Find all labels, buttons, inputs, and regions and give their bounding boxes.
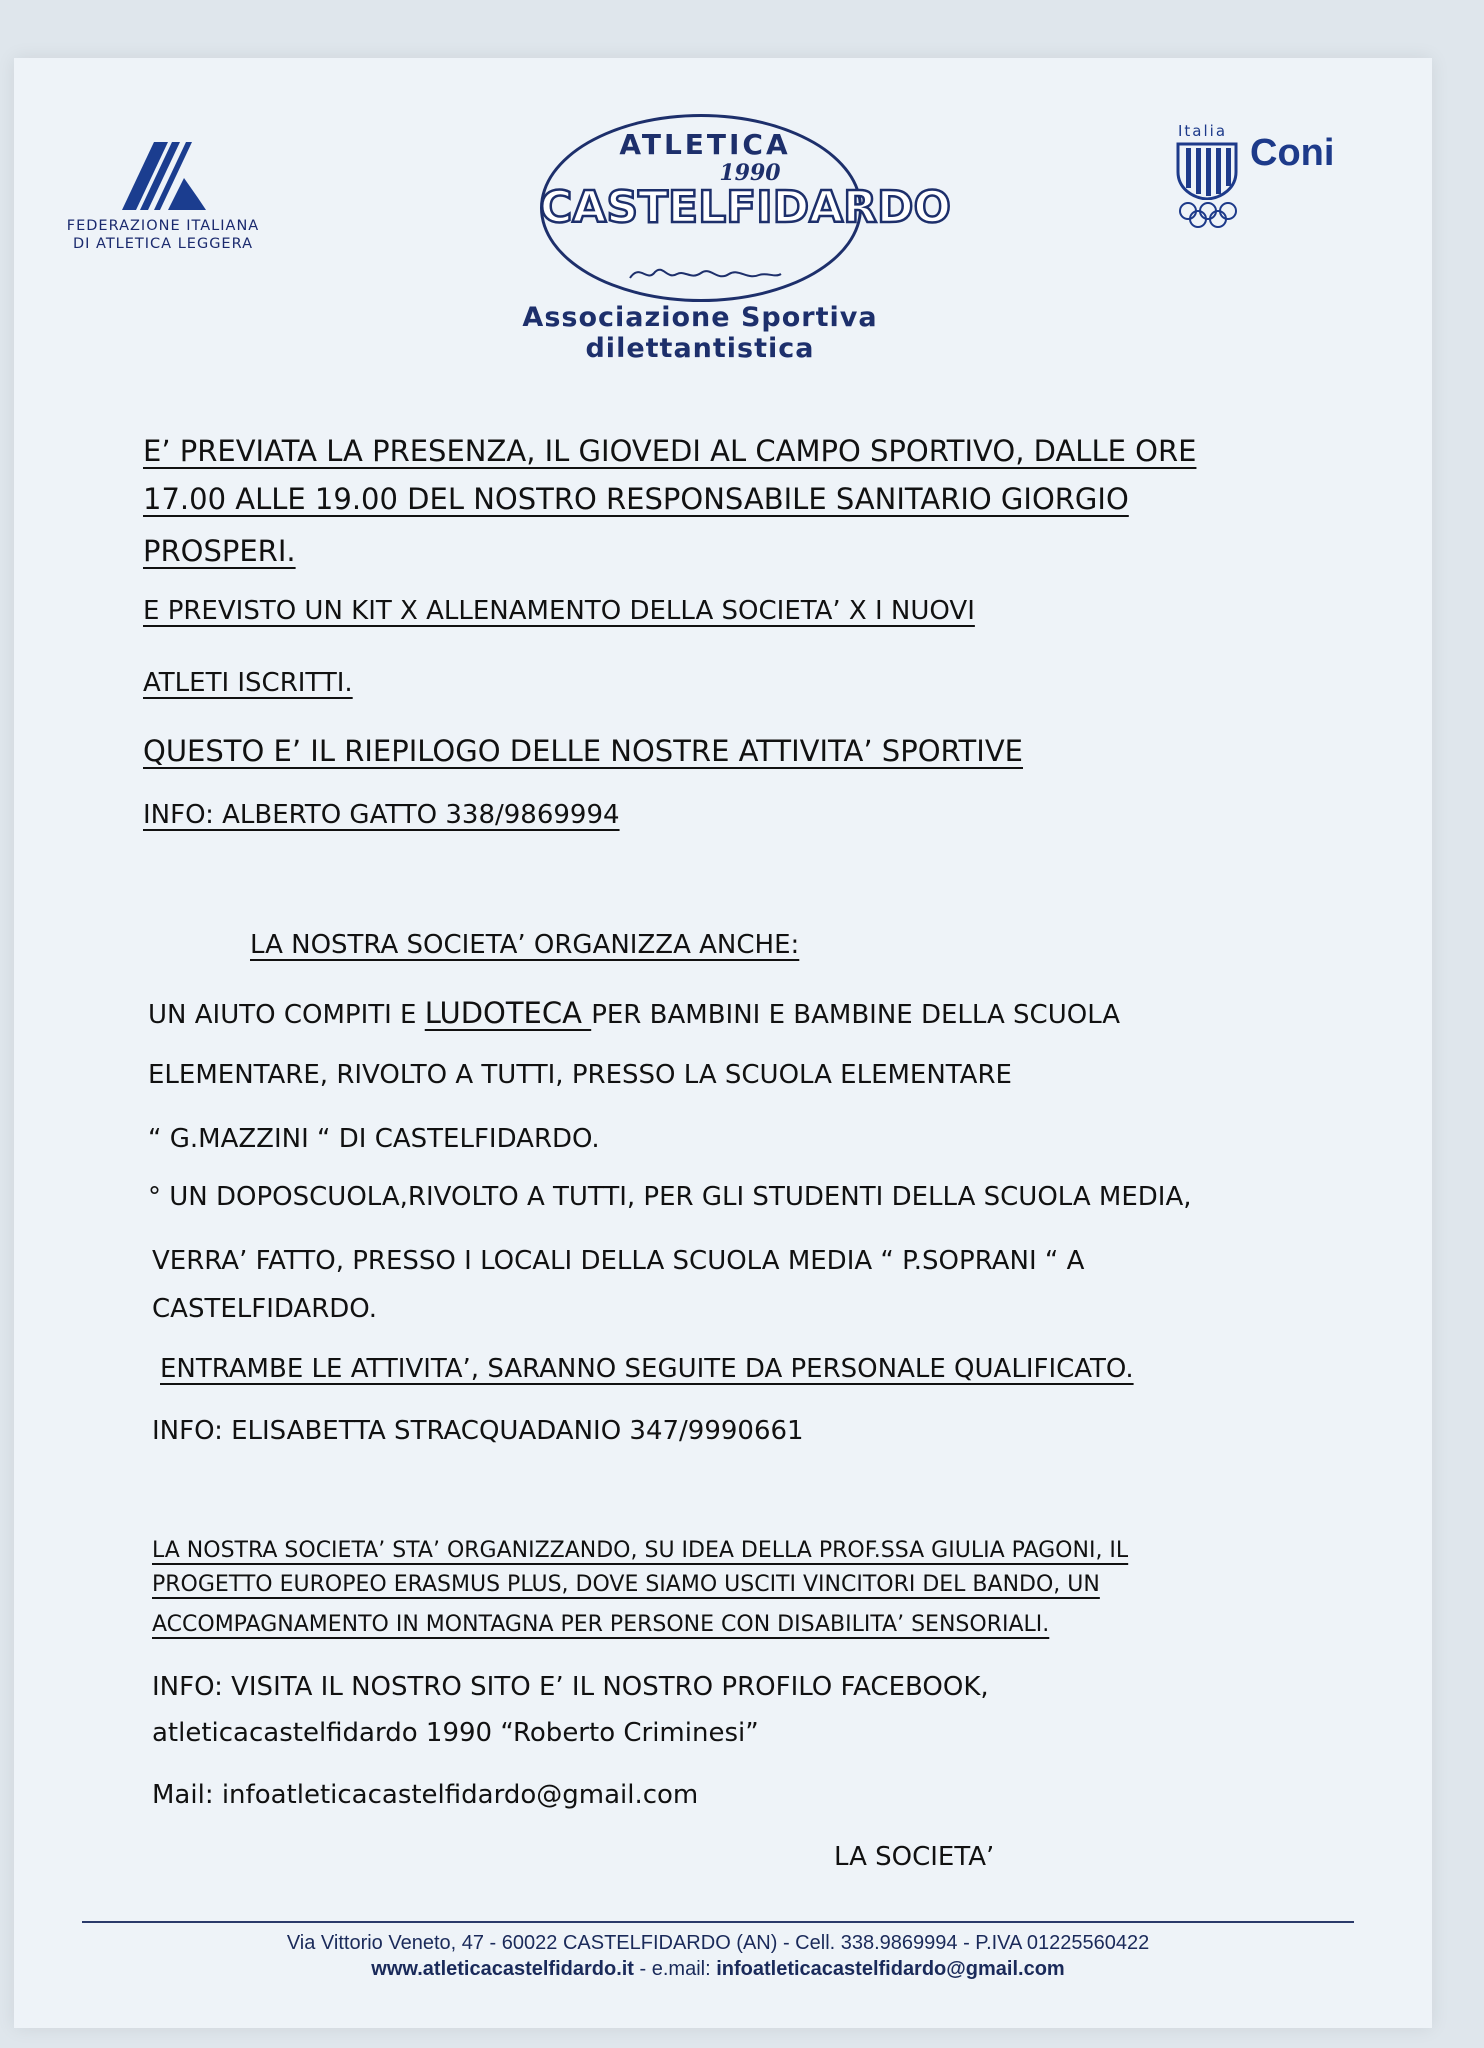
ludoteca-line-1: UN AIUTO COMPITI E LUDOTECA PER BAMBINI E BAMBINE DELLA SCUOLA [148,996,1121,1030]
ludoteca-word: LUDOTECA [424,996,592,1030]
notice-line-1: E’ PREVIATA LA PRESENZA, IL GIOVEDI AL CAMPO SPORTIVO, DALLE ORE [143,434,1197,468]
info-alberto: INFO: ALBERTO GATTO 338/9869994 [143,800,620,830]
facebook-profile-line: atleticacastelfidardo 1990 “Roberto Criminesi” [152,1718,759,1748]
club-logo-year: 1990 [719,160,781,186]
signature-line: LA SOCIETA’ [834,1842,995,1872]
coni-wordmark: Coni [1250,132,1335,174]
footer-address: Via Vittorio Veneto, 47 - 60022 CASTELFIDARDO (AN) - Cell. 338.9869994 - P.IVA 01225560422 [286,1932,1150,1954]
footer-website: www.atleticacastelfidardo.it [371,1958,634,1980]
kit-line-1: E PREVISTO UN KIT X ALLENAMENTO DELLA SOCIETA’ X I NUOVI [143,596,975,626]
erasmus-line-1: LA NOSTRA SOCIETA’ STA’ ORGANIZZANDO, SU IDEA DELLA PROF.SSA GIULIA PAGONI, IL [152,1538,1129,1563]
footer-divider [82,1921,1354,1923]
info-website-line: INFO: VISITA IL NOSTRO SITO E’ IL NOSTRO PROFILO FACEBOOK, [152,1672,989,1702]
erasmus-line-2: PROGETTO EUROPEO ERASMUS PLUS, DOVE SIAMO USCITI VINCITORI DEL BANDO, UN [152,1572,1100,1597]
notice-line-3: PROSPERI. [143,534,296,568]
info-elisabetta: INFO: ELISABETTA STRACQUADANIO 347/9990661 [152,1416,804,1446]
ludoteca-line-3: “ G.MAZZINI “ DI CASTELFIDARDO. [148,1124,600,1154]
organizes-heading: LA NOSTRA SOCIETA’ ORGANIZZA ANCHE: [250,930,800,960]
fidal-name-line1: FEDERAZIONE ITALIANA [66,218,260,234]
club-subtitle: Associazione Sportiva dilettantistica [522,302,878,364]
doposcuola-line-3: CASTELFIDARDO. [152,1294,377,1324]
footer-contacts: www.atleticacastelfidardo.it - e.mail: infoatleticacastelfidardo@gmail.com [371,1958,1065,1980]
footer-email: infoatleticacastelfidardo@gmail.com [716,1958,1065,1980]
fidal-name-line2: DI ATLETICA LEGGERA [72,236,253,252]
doposcuola-line-2: VERRA’ FATTO, PRESSO I LOCALI DELLA SCUOLA MEDIA “ P.SOPRANI “ A [152,1246,1085,1276]
fidal-logo-icon [118,138,208,212]
doposcuola-line-1: ° UN DOPOSCUOLA,RIVOLTO A TUTTI, PER GLI STUDENTI DELLA SCUOLA MEDIA, [148,1182,1192,1212]
erasmus-line-3: ACCOMPAGNAMENTO IN MONTAGNA PER PERSONE CON DISABILITA’ SENSORIALI. [152,1612,1050,1637]
mail-line: Mail: infoatleticacastelfidardo@gmail.com [152,1780,699,1810]
coni-italia-label: Italia [1178,122,1228,140]
club-logo-name: CASTELFIDARDO [540,182,951,233]
notice-line-2: 17.00 ALLE 19.00 DEL NOSTRO RESPONSABILE SANITARIO GIORGIO [143,482,1129,516]
club-logo-top: ATLETICA [619,128,791,161]
kit-line-2: ATLETI ISCRITTI. [143,668,353,698]
summary-heading: QUESTO E’ IL RIEPILOGO DELLE NOSTRE ATTIVITA’ SPORTIVE [143,734,1023,768]
qualified-staff-line: ENTRAMBE LE ATTIVITA’, SARANNO SEGUITE DA PERSONALE QUALIFICATO. [160,1354,1134,1384]
coni-shield-icon [1176,142,1238,200]
ludoteca-line-2: ELEMENTARE, RIVOLTO A TUTTI, PRESSO LA SCUOLA ELEMENTARE [148,1060,1012,1090]
club-signature-icon [625,258,785,288]
olympic-rings-icon [1176,200,1240,230]
